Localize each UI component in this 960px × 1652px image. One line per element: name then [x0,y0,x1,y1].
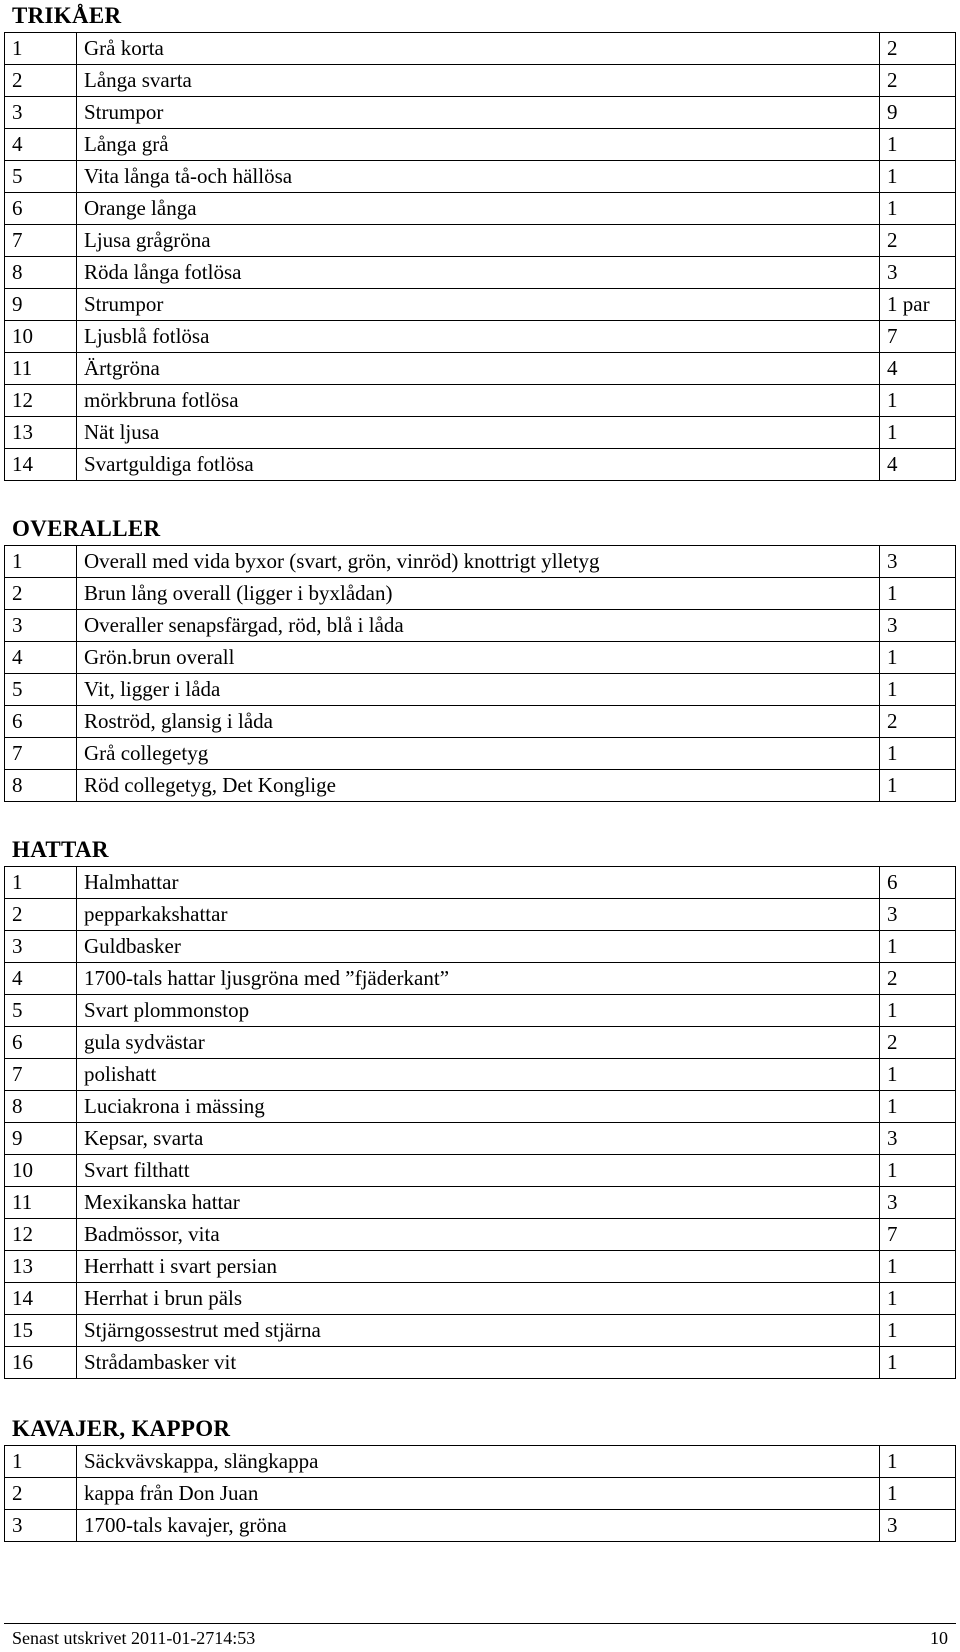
table-row [5,97,956,129]
item-description: Långa grå [77,129,880,161]
inventory-table [4,32,956,481]
table-row [5,65,956,97]
item-quantity: 3 [880,1123,956,1155]
table-row [5,353,956,385]
table-row [5,995,956,1027]
item-quantity: 1 [880,1315,956,1347]
item-description: Mexikanska hattar [77,1187,880,1219]
item-quantity: 2 [880,1027,956,1059]
inventory-table [4,866,956,1379]
table-row [5,706,956,738]
table-row [5,289,956,321]
item-number: 8 [5,770,77,802]
item-description: Svartguldiga fotlösa [77,449,880,481]
item-description: Guldbasker [77,931,880,963]
item-description: Strådambasker vit [77,1347,880,1379]
item-description: Ärtgröna [77,353,880,385]
item-quantity: 1 [880,385,956,417]
section-title: TRIKÅER [12,3,122,28]
item-number: 11 [5,1187,77,1219]
item-number: 8 [5,1091,77,1123]
item-description: Roströd, glansig i låda [77,706,880,738]
item-number: 7 [5,1059,77,1091]
table-row [5,770,956,802]
item-number: 3 [5,1510,77,1542]
item-quantity: 1 [880,995,956,1027]
item-description: Svart filthatt [77,1155,880,1187]
section-title: KAVAJER, KAPPOR [12,1416,231,1441]
item-description: Herrhatt i svart persian [77,1251,880,1283]
table-row [5,899,956,931]
item-description: gula sydvästar [77,1027,880,1059]
item-description: Grå collegetyg [77,738,880,770]
item-description: 1700-tals hattar ljusgröna med ”fjäderkant” [77,963,880,995]
item-number: 15 [5,1315,77,1347]
table-row [5,1155,956,1187]
item-number: 13 [5,1251,77,1283]
item-quantity: 7 [880,1219,956,1251]
item-quantity: 3 [880,899,956,931]
item-quantity: 1 [880,193,956,225]
item-description: Herrhat i brun päls [77,1283,880,1315]
table-row [5,321,956,353]
item-description: mörkbruna fotlösa [77,385,880,417]
table-row [5,610,956,642]
item-description: Halmhattar [77,867,880,899]
table-row [5,1315,956,1347]
item-quantity: 1 par [880,289,956,321]
page-number: 10 [930,1628,948,1648]
item-number: 5 [5,995,77,1027]
item-quantity: 4 [880,449,956,481]
item-description: 1700-tals kavajer, gröna [77,1510,880,1542]
item-quantity: 1 [880,1478,956,1510]
table-row [5,1059,956,1091]
item-number: 4 [5,129,77,161]
item-description: Röda långa fotlösa [77,257,880,289]
table-row [5,1251,956,1283]
inventory-table [4,1445,956,1542]
item-quantity: 1 [880,161,956,193]
item-quantity: 1 [880,417,956,449]
item-quantity: 3 [880,1187,956,1219]
item-number: 6 [5,193,77,225]
footer-rule [4,1623,956,1624]
item-quantity: 1 [880,1059,956,1091]
item-quantity: 2 [880,963,956,995]
item-number: 6 [5,706,77,738]
item-quantity: 1 [880,738,956,770]
section-4 [0,1413,960,1542]
table-row [5,963,956,995]
item-quantity: 1 [880,674,956,706]
item-description: Röd collegetyg, Det Konglige [77,770,880,802]
item-number: 1 [5,546,77,578]
table-row [5,1347,956,1379]
table-row [5,867,956,899]
item-description: Kepsar, svarta [77,1123,880,1155]
item-number: 10 [5,1155,77,1187]
item-number: 13 [5,417,77,449]
table-row [5,129,956,161]
item-number: 3 [5,931,77,963]
item-quantity: 1 [880,1347,956,1379]
item-description: Vita långa tå-och hällösa [77,161,880,193]
table-row [5,1187,956,1219]
table-row [5,193,956,225]
table-row [5,1219,956,1251]
item-description: Overall med vida byxor (svart, grön, vinröd) knottrigt ylletyg [77,546,880,578]
table-row [5,578,956,610]
table-row [5,931,956,963]
item-description: Svart plommonstop [77,995,880,1027]
item-number: 5 [5,674,77,706]
item-quantity: 1 [880,1251,956,1283]
section-1 [0,0,960,481]
table-row [5,417,956,449]
item-number: 5 [5,161,77,193]
item-description: Luciakrona i mässing [77,1091,880,1123]
item-description: polishatt [77,1059,880,1091]
item-number: 9 [5,289,77,321]
table-row [5,1446,956,1478]
item-description: kappa från Don Juan [77,1478,880,1510]
item-quantity: 1 [880,129,956,161]
item-quantity: 2 [880,225,956,257]
table-row [5,1123,956,1155]
item-quantity: 1 [880,1446,956,1478]
item-number: 10 [5,321,77,353]
table-row [5,1027,956,1059]
item-quantity: 3 [880,257,956,289]
table-row [5,225,956,257]
item-number: 8 [5,257,77,289]
item-description: Ljusblå fotlösa [77,321,880,353]
section-title: HATTAR [12,837,109,862]
item-number: 4 [5,642,77,674]
item-description: Stjärngossestrut med stjärna [77,1315,880,1347]
item-quantity: 1 [880,642,956,674]
item-description: Brun lång overall (ligger i byxlådan) [77,578,880,610]
item-number: 14 [5,449,77,481]
item-description: Långa svarta [77,65,880,97]
table-row [5,449,956,481]
item-quantity: 4 [880,353,956,385]
item-number: 2 [5,65,77,97]
item-number: 11 [5,353,77,385]
item-description: Strumpor [77,289,880,321]
item-quantity: 1 [880,1283,956,1315]
item-quantity: 2 [880,33,956,65]
item-number: 14 [5,1283,77,1315]
item-quantity: 1 [880,770,956,802]
item-number: 2 [5,899,77,931]
item-quantity: 1 [880,931,956,963]
section-3 [0,834,960,1379]
table-row [5,738,956,770]
item-number: 16 [5,1347,77,1379]
table-row [5,546,956,578]
item-number: 12 [5,1219,77,1251]
table-row [5,674,956,706]
item-description: Säckvävskappa, slängkappa [77,1446,880,1478]
section-title: OVERALLER [12,516,161,541]
item-number: 12 [5,385,77,417]
item-number: 6 [5,1027,77,1059]
item-number: 1 [5,33,77,65]
item-number: 3 [5,610,77,642]
item-quantity: 3 [880,546,956,578]
item-quantity: 3 [880,610,956,642]
item-quantity: 7 [880,321,956,353]
item-number: 7 [5,738,77,770]
item-description: pepparkakshattar [77,899,880,931]
item-number: 3 [5,97,77,129]
item-number: 4 [5,963,77,995]
item-number: 7 [5,225,77,257]
item-number: 2 [5,1478,77,1510]
table-row [5,1510,956,1542]
item-description: Nät ljusa [77,417,880,449]
item-description: Badmössor, vita [77,1219,880,1251]
item-quantity: 1 [880,578,956,610]
item-quantity: 2 [880,65,956,97]
inventory-table [4,545,956,802]
item-description: Ljusa grågröna [77,225,880,257]
section-2 [0,513,960,802]
table-row [5,642,956,674]
table-row [5,33,956,65]
item-number: 2 [5,578,77,610]
item-description: Strumpor [77,97,880,129]
printed-date: Senast utskrivet 2011-01-2714:53 [12,1628,256,1648]
item-quantity: 1 [880,1091,956,1123]
item-description: Vit, ligger i låda [77,674,880,706]
item-number: 1 [5,1446,77,1478]
item-quantity: 3 [880,1510,956,1542]
item-quantity: 6 [880,867,956,899]
table-row [5,1283,956,1315]
item-number: 1 [5,867,77,899]
table-row [5,1478,956,1510]
item-description: Orange långa [77,193,880,225]
item-quantity: 9 [880,97,956,129]
item-quantity: 1 [880,1155,956,1187]
item-number: 9 [5,1123,77,1155]
table-row [5,1091,956,1123]
table-row [5,161,956,193]
item-description: Overaller senapsfärgad, röd, blå i låda [77,610,880,642]
item-quantity: 2 [880,706,956,738]
table-row [5,257,956,289]
item-description: Grön.brun overall [77,642,880,674]
item-description: Grå korta [77,33,880,65]
page-footer [12,1626,948,1650]
table-row [5,385,956,417]
